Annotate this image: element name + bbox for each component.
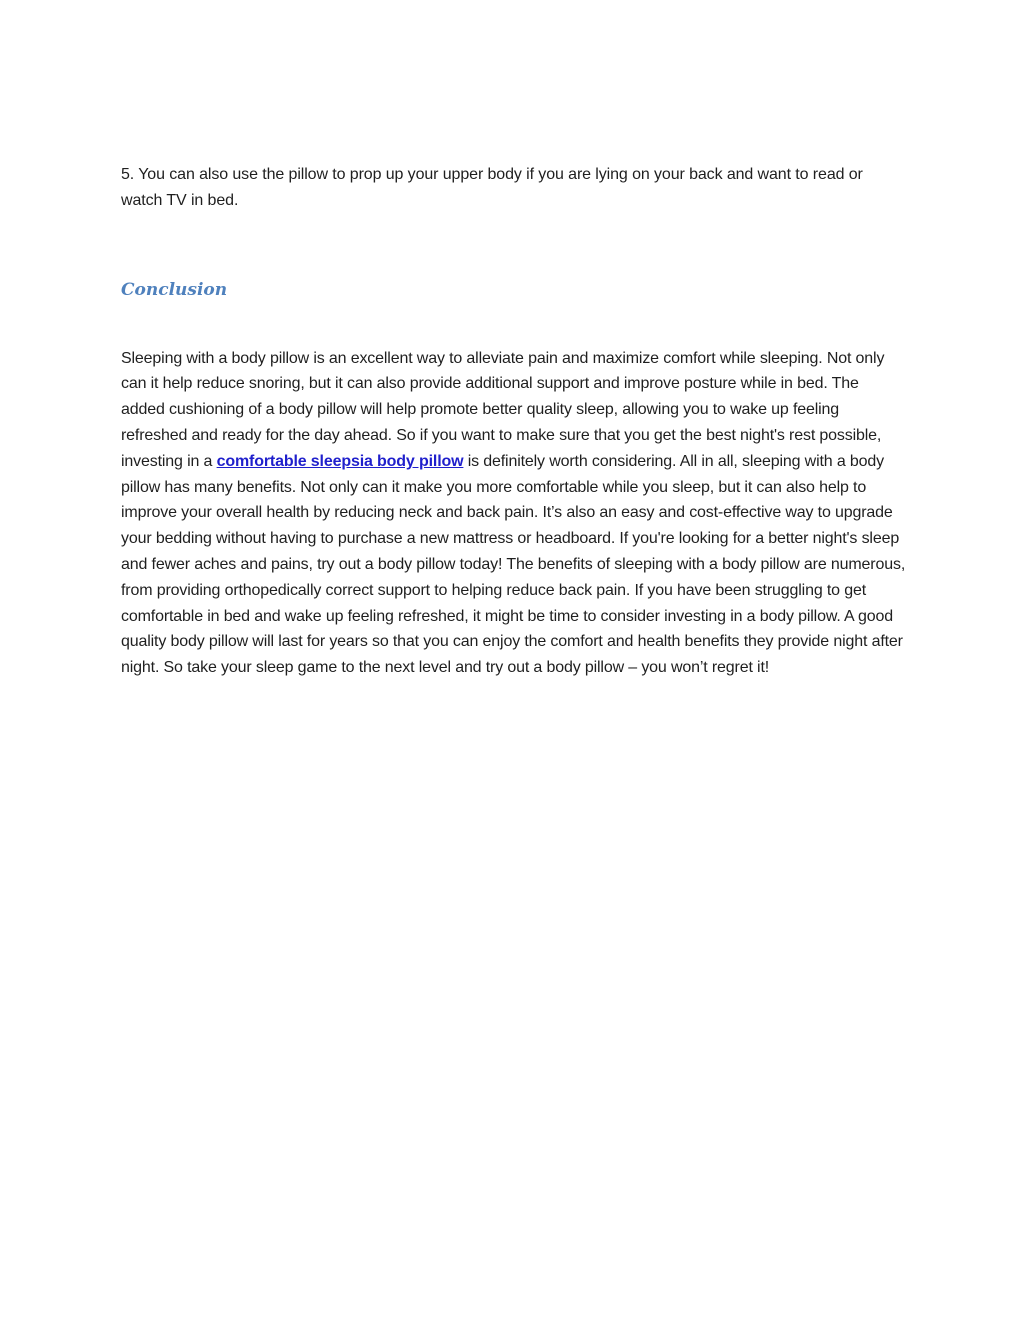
conclusion-paragraph	[121, 346, 906, 681]
conclusion-heading: Conclusion	[121, 279, 228, 300]
document-content	[121, 162, 906, 681]
sleepsia-body-pillow-link[interactable]: comfortable sleepsia body pillow	[216, 452, 464, 470]
conclusion-text-after-link: is definitely worth considering. All in all, sleeping with a body pillow has many benefits. Not only can it make you more comfortable while you sleep, but it can also help to improve your overall health by reducing neck and back pain. It’s also an easy and cost-effective way to upgrade your bedding without having to purchase a new mattress or headboard. If you're looking for a better night's sleep and fewer aches and pains, try out a body pillow today! The benefits of sleeping with a body pillow are numerous, from providing orthopedically correct support to helping reduce back pain. If you have been struggling to get comfortable in bed and wake up feeling refreshed, it might be time to consider investing in a body pillow. A good quality body pillow will last for years so that you can enjoy the comfort and health benefits they provide night after night. So take your sleep game to the next level and try out a body pillow – you won’t regret it!	[121, 452, 906, 677]
conclusion-text-before-link: Sleeping with a body pillow is an excellent way to alleviate pain and maximize comfort while sleeping. Not only can it help reduce snoring, but it can also provide additional support and improve posture while in bed. The added cushioning of a body pillow will help promote better quality sleep, allowing you to wake up feeling refreshed and ready for the day ahead. So if you want to make sure that you get the best night's rest possible, investing in a	[121, 349, 885, 470]
intro-paragraph: 5. You can also use the pillow to prop up your upper body if you are lying on your back and want to read or watch TV in bed.	[121, 166, 863, 209]
